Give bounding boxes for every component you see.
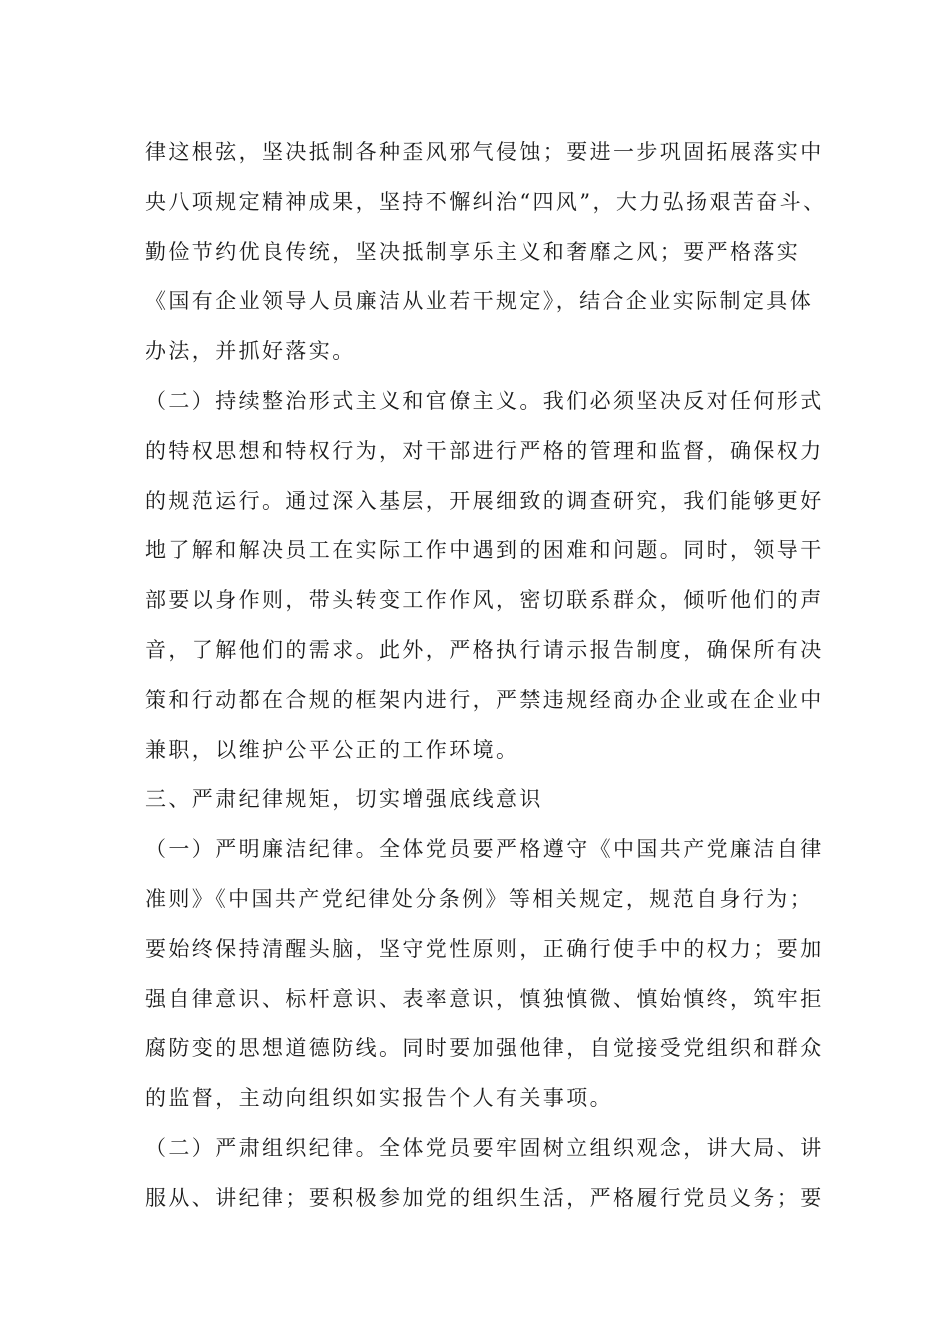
body-text xyxy=(145,128,827,1224)
text-line: 策和行动都在合规的框架内进行，严禁违规经商办企业或在企业中 xyxy=(145,687,824,712)
text-line: 音，了解他们的需求。此外，严格执行请示报告制度，确保所有决 xyxy=(145,637,824,662)
subsection-heading-line: （一）严明廉洁纪律。全体党员要严格遵守《中国共产党廉洁自律 xyxy=(145,837,824,862)
text-line: 腐防变的思想道德防线。同时要加强他律，自觉接受党组织和群众 xyxy=(145,1036,824,1061)
text-line: 的规范运行。通过深入基层，开展细致的调查研究，我们能够更好 xyxy=(145,488,824,513)
subsection-heading-line: （二）严肃组织纪律。全体党员要牢固树立组织观念，讲大局、讲 xyxy=(145,1135,824,1160)
text-line: 的特权思想和特权行为，对干部进行严格的管理和监督，确保权力 xyxy=(145,438,824,463)
text-line: 准则》《中国共产党纪律处分条例》等相关规定，规范自身行为； xyxy=(145,886,814,911)
subsection-heading-line: （二）持续整治形式主义和官僚主义。我们必须坚决反对任何形式 xyxy=(145,388,824,413)
text-line: 服从、讲纪律；要积极参加党的组织生活，严格履行党员义务；要 xyxy=(145,1185,824,1210)
text-line: 办法，并抓好落实。 xyxy=(145,339,356,364)
text-line: 央八项规定精神成果，坚持不懈纠治“四风”，大力弘扬艰苦奋斗、 xyxy=(145,189,827,214)
text-line: 的监督，主动向组织如实报告个人有关事项。 xyxy=(145,1086,613,1111)
section-heading: 三、严肃纪律规矩，切实增强底线意识 xyxy=(145,787,543,812)
text-line: 兼职，以维护公平公正的工作环境。 xyxy=(145,737,520,762)
text-line: 勤俭节约优良传统，坚决抵制享乐主义和奢靡之风；要严格落实 xyxy=(145,239,801,264)
text-line: 《国有企业领导人员廉洁从业若干规定》，结合企业实际制定具体 xyxy=(145,289,814,314)
text-line: 部要以身作则，带头转变工作作风，密切联系群众，倾听他们的声 xyxy=(145,588,824,613)
text-line: 地了解和解决员工在实际工作中遇到的困难和问题。同时，领导干 xyxy=(145,538,824,563)
text-line: 要始终保持清醒头脑，坚守党性原则，正确行使手中的权力；要加 xyxy=(145,936,824,961)
text-line: 强自律意识、标杆意识、表率意识，慎独慎微、慎始慎终，筑牢拒 xyxy=(145,986,824,1011)
text-line: 律这根弦，坚决抵制各种歪风邪气侵蚀；要进一步巩固拓展落实中 xyxy=(145,140,824,164)
